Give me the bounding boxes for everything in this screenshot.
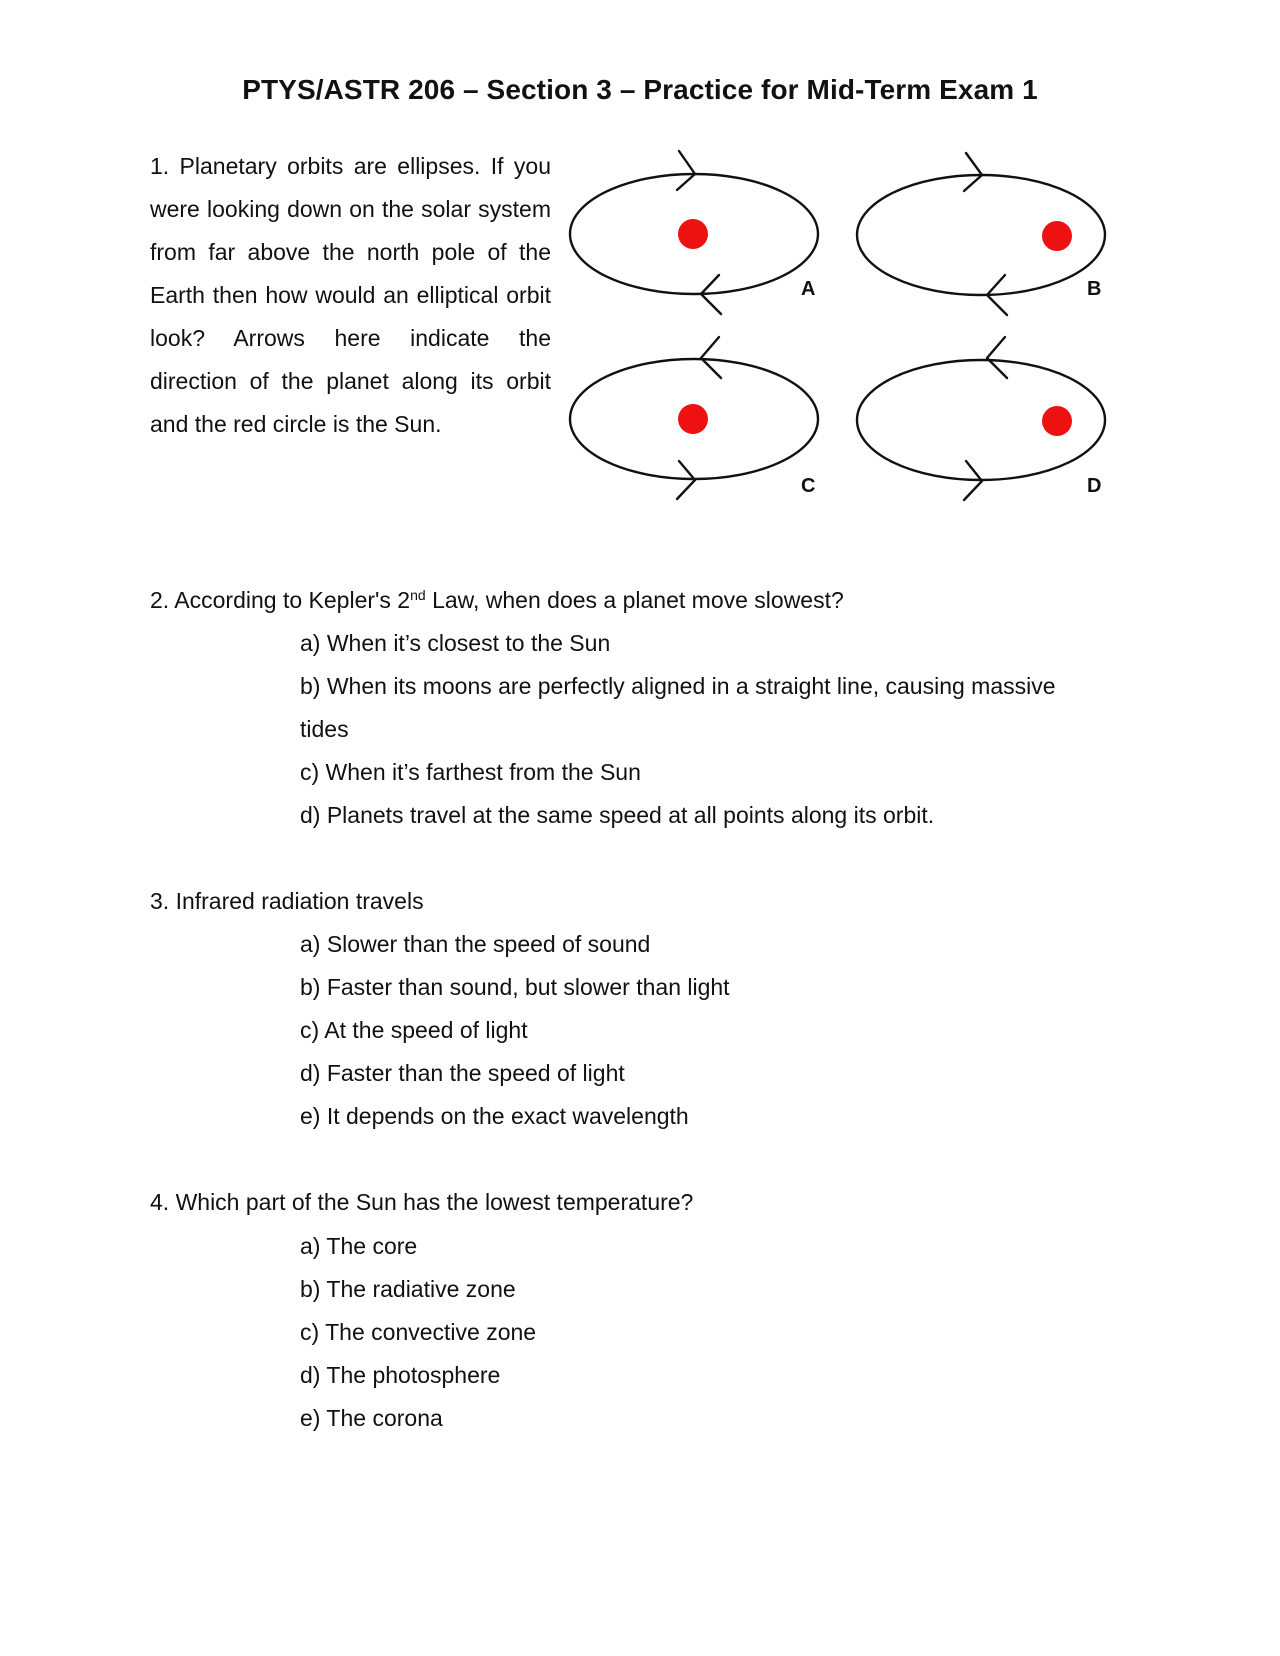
question-3-option-b: b) Faster than sound, but slower than light xyxy=(300,974,730,1000)
question-2-option-b: b) When its moons are perfectly aligned in a straight line, causing massive xyxy=(300,673,1056,699)
question-3-stem: 3. Infrared radiation travels xyxy=(150,888,424,914)
question-2-stem xyxy=(150,586,844,617)
question-2-option-d: d) Planets travel at the same speed at all points along its orbit. xyxy=(300,802,935,828)
sun-d xyxy=(1042,406,1072,436)
arrow-d-top xyxy=(987,337,1007,378)
panel-label-a: A xyxy=(801,278,816,300)
arrow-c-top xyxy=(701,337,721,378)
question-4-option-a: a) The core xyxy=(300,1233,418,1259)
question-2-option-a: a) When it’s closest to the Sun xyxy=(300,630,611,656)
question-2-stem-start: 2. According to Kepler's 2 xyxy=(150,587,411,613)
page-title: PTYS/ASTR 206 – Section 3 – Practice for Mid-Term Exam 1 xyxy=(242,74,1038,105)
sun-c xyxy=(678,404,708,434)
question-4-option-e: e) The corona xyxy=(300,1405,443,1431)
question-4-option-b: b) The radiative zone xyxy=(300,1276,516,1302)
sun-b xyxy=(1042,221,1072,251)
sun-a xyxy=(678,219,708,249)
ordinal-suffix: nd xyxy=(410,587,426,603)
panel-label-d: D xyxy=(1087,475,1102,497)
question-4-option-c: c) The convective zone xyxy=(300,1319,537,1345)
question-2-option-c: c) When it’s farthest from the Sun xyxy=(300,759,641,785)
question-2-stem-end: Law, when does a planet move slowest? xyxy=(425,587,844,613)
panel-label-b: B xyxy=(1087,278,1102,300)
question-2-option-b-continued: tides xyxy=(300,716,349,742)
arrow-b-top xyxy=(964,153,982,191)
question-3-option-e: e) It depends on the exact wavelength xyxy=(300,1103,689,1129)
question-1-text: 1. Planetary orbits are ellipses. If you were looking down on the solar system from far above the north pole of the Earth then how would an elliptical orbit look? Arrows here indicate the direction of the planet along its orbit and the red circle is the Sun. xyxy=(150,153,551,437)
question-4-option-d: d) The photosphere xyxy=(300,1362,501,1388)
panel-label-c: C xyxy=(801,475,816,497)
question-3-option-a: a) Slower than the speed of sound xyxy=(300,931,651,957)
question-3-option-d: d) Faster than the speed of light xyxy=(300,1060,625,1086)
arrow-a-top xyxy=(677,151,695,190)
question-4-stem: 4. Which part of the Sun has the lowest temperature? xyxy=(150,1189,694,1215)
question-3-option-c: c) At the speed of light xyxy=(300,1017,528,1043)
